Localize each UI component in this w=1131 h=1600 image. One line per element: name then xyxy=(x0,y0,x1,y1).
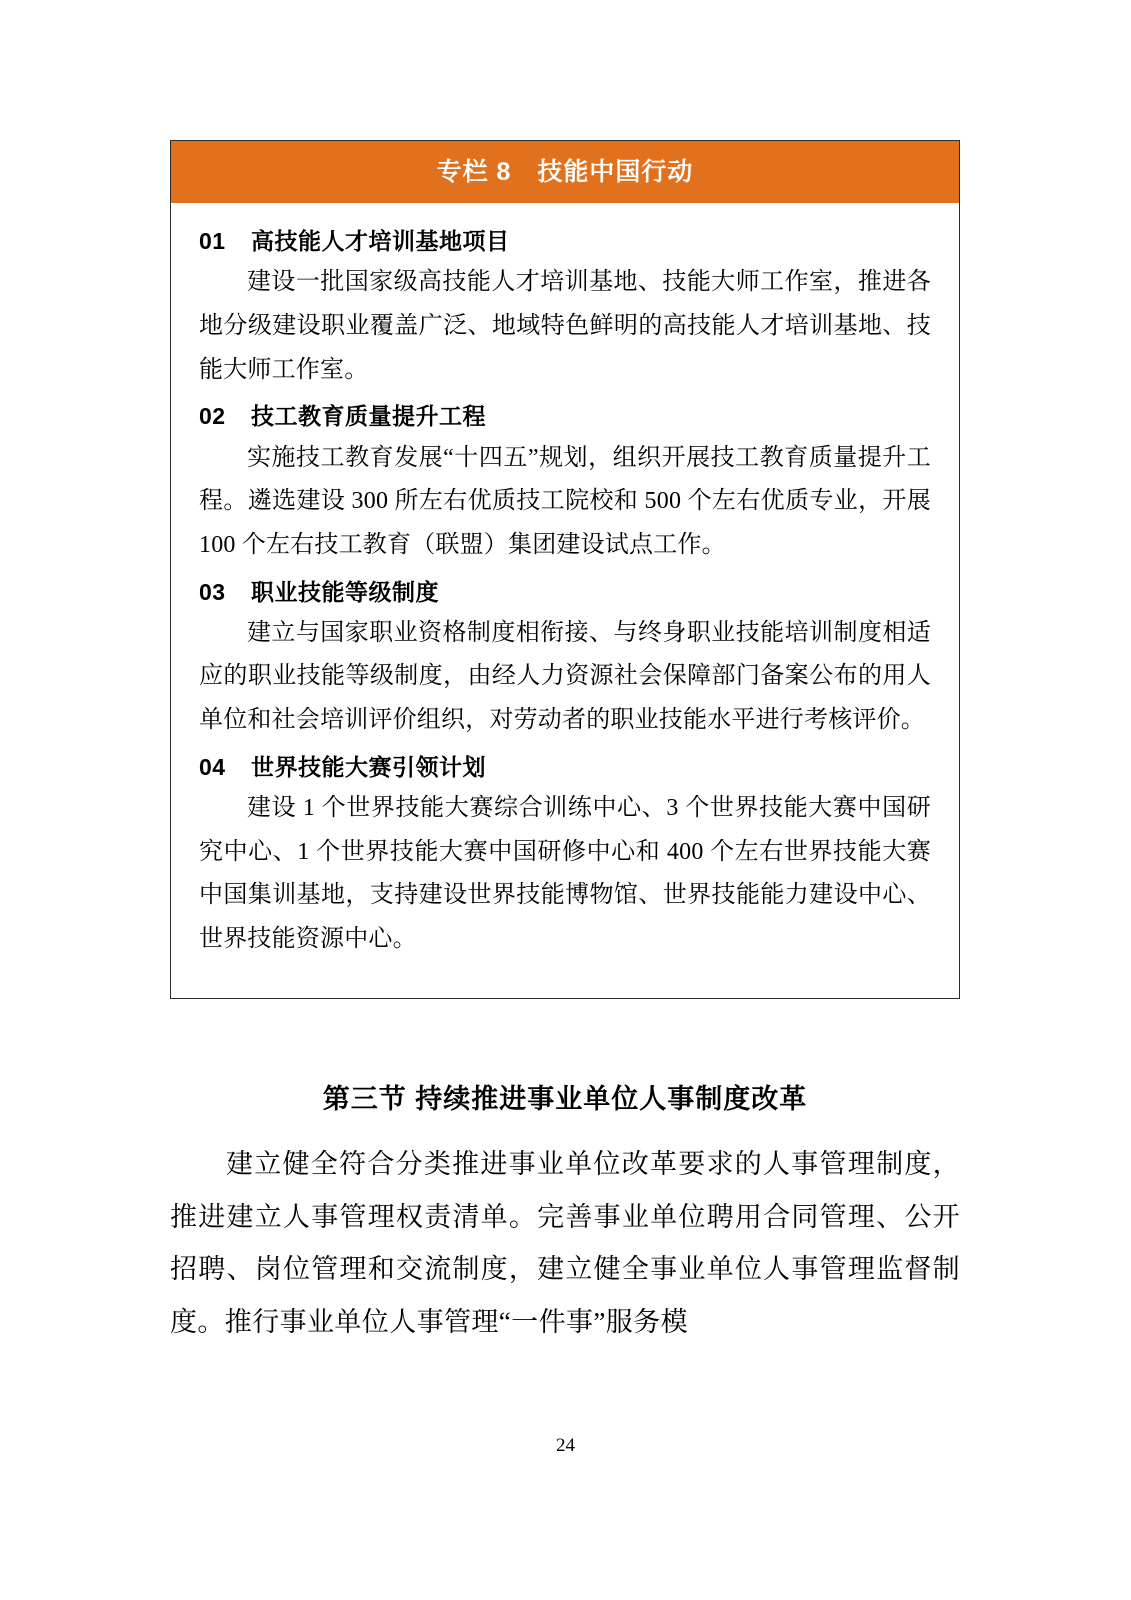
box-item-number-02: 02 xyxy=(199,403,226,430)
feature-box-8 xyxy=(170,140,960,999)
box-item-title-02 xyxy=(199,396,931,436)
box-item-label-01: 高技能人才培训基地项目 xyxy=(251,228,510,254)
box-item-number-03: 03 xyxy=(199,578,226,605)
box-item-title-01 xyxy=(199,221,931,261)
box-item-body-04: 建设 1 个世界技能大赛综合训练中心、3 个世界技能大赛中国研究中心、1 个世界技能大赛中国研修中心和 400 个左右世界技能大赛中国集训基地，支持建设世界技能博物馆、世界技能能力建设中心、世界技能资源中心。 xyxy=(199,795,931,953)
section-paragraph: 建立健全符合分类推进事业单位改革要求的人事管理制度，推进建立人事管理权责清单。完善事业单位聘用合同管理、公开招聘、岗位管理和交流制度，建立健全事业单位人事管理监督制度。推行事业单位人事管理“一件事”服务模 xyxy=(170,1149,960,1338)
box-item-body-02: 实施技工教育发展“十四五”规划，组织开展技工教育质量提升工程。遴选建设 300 所左右优质技工院校和 500 个左右优质专业，开展 100 个左右技工教育（联盟）集团建设试点工作。 xyxy=(199,444,931,558)
box-item-number-01: 01 xyxy=(199,228,226,254)
box-item-title-03 xyxy=(199,572,931,612)
box-item-label-02: 技工教育质量提升工程 xyxy=(251,403,486,430)
feature-box-title: 专栏 8 技能中国行动 xyxy=(171,141,959,203)
page-content xyxy=(170,140,960,1376)
feature-box-body xyxy=(171,203,959,998)
box-item-label-04: 世界技能大赛引领计划 xyxy=(251,753,486,780)
box-item-title-04 xyxy=(199,747,931,787)
box-item-number-04: 04 xyxy=(199,753,226,780)
box-item-label-03: 职业技能等级制度 xyxy=(251,578,439,605)
box-item-body-03: 建立与国家职业资格制度相衔接、与终身职业技能培训制度相适应的职业技能等级制度，由经人力资源社会保障部门备案公布的用人单位和社会培训评价组织，对劳动者的职业技能水平进行考核评价。 xyxy=(199,619,931,734)
page-number: 24 xyxy=(556,1435,575,1456)
section-heading: 第三节 持续推进事业单位人事制度改革 xyxy=(322,1083,808,1114)
box-item-body-01: 建设一批国家级高技能人才培训基地、技能大师工作室，推进各地分级建设职业覆盖广泛、地域特色鲜明的高技能人才培训基地、技能大师工作室。 xyxy=(199,269,931,383)
